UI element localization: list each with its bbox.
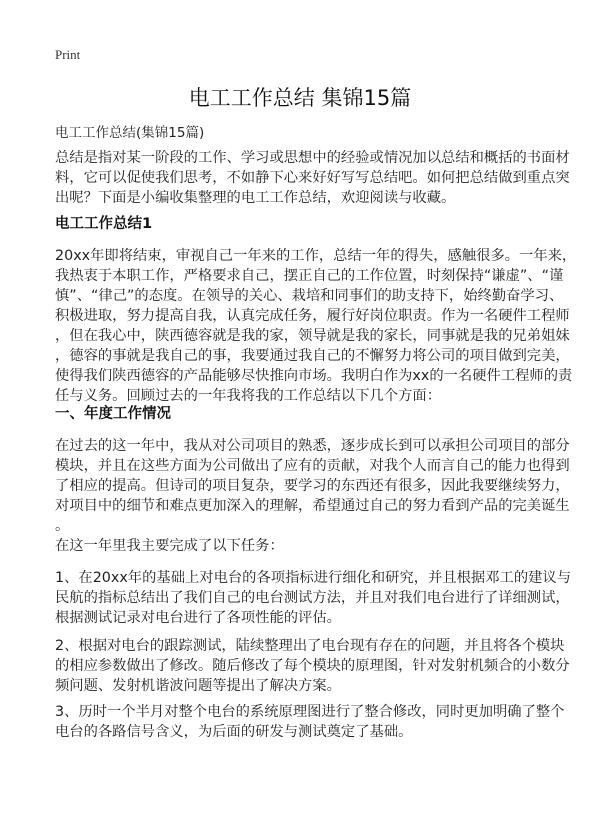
text-line: 我热衷于本职工作，严格要求自己，摆正自己的工作位置，时刻保持“谦虚”、“谨 (55, 268, 564, 284)
text-line: 。 (55, 518, 70, 534)
text-line: 对项目中的细节和难点更加深入的理解，希望通过自己的努力看到产品的完美诞生 (55, 498, 570, 514)
intro-paragraph (55, 148, 570, 208)
text-line: 频问题、发射机谐波问题等提出了解决方案。 (55, 678, 341, 694)
list-item-2 (55, 636, 570, 696)
text-line: 出呢？下面是小编收集整理的电工工作总结，欢迎阅读与收藏。 (55, 190, 456, 206)
subtitle: 电工工作总结(集锦15篇) (55, 125, 205, 141)
section-heading-1: 电工工作总结1 (55, 216, 153, 232)
text-line: 任与义务。回顾过去的一年我将我的工作总结以下几个方面： (55, 388, 442, 404)
text-line: ，德容的事就是我自己的事，我要通过我自己的不懈努力将公司的项目做到完美， (55, 348, 570, 364)
text-line: 根据测试记录对电台进行了各项性能的评估。 (55, 610, 341, 626)
text-line: 民航的指标总结出了我们自己的电台测试方法，并且对我们电台进行了详细测试， (55, 590, 570, 606)
text-line: 1、在20xx年的基础上对电台的各项指标进行细化和研究，并且根据邓工的建议与 (55, 570, 572, 586)
list-item-1 (55, 568, 571, 628)
text-line: 在过去的这一年中，我从对公司项目的熟悉，逐步成长到可以承担公司项目的部分 (55, 438, 570, 454)
section-heading-2: 一、年度工作情况 (55, 406, 171, 422)
text-line: 3、历时一个半月对整个电台的系统原理图进行了整合修改，同时更加明确了整个 (55, 704, 565, 720)
list-item-3 (55, 702, 564, 742)
text-line: 2、根据对电台的跟踪测试，陆续整理出了电台现有存在的问题，并且将各个模块 (55, 638, 565, 654)
text-line: 模块，并且在这些方面为公司做出了应有的贡献，对我个人而言自己的能力也得到 (55, 458, 570, 474)
text-line: ，但在我心中，陕西德容就是我的家，领导就是我的家长，同事就是我的兄弟姐妹 (55, 328, 570, 344)
text-line: 使得我们陕西德容的产品能够尽快推向市场。我明白作为xx的一名硬件工程师的责 (55, 368, 573, 384)
text-line: 总结是指对某一阶段的工作、学习或思想中的经验或情况加以总结和概括的书面材 (55, 150, 570, 166)
paragraph-3: 在这一年里我主要完成了以下任务： (55, 538, 284, 554)
print-link[interactable]: Print (55, 47, 81, 62)
text-line: 的相应参数做出了修改。随后修改了每个模块的原理图，针对发射机频合的小数分 (55, 658, 570, 674)
paragraph-1 (55, 246, 576, 406)
text-line: 电台的各路信号含义，为后面的研发与测试奠定了基础。 (55, 724, 413, 740)
page-title: 电工工作总结 集锦15篇 (188, 86, 412, 110)
text-line: 料，它可以促使我们思考，不如静下心来好好写写总结吧。如何把总结做到重点突 (55, 170, 570, 186)
text-line: 20xx年即将结束，审视自己一年来的工作，总结一年的得失，感触很多。一年来， (55, 248, 577, 264)
text-line: 慎”、“律己”的态度。在领导的关心、栽培和同事们的助支持下，始终勤奋学习、 (55, 288, 564, 304)
text-line: 了相应的提高。但诗司的项目复杂，要学习的东西还有很多，因此我要继续努力， (55, 478, 570, 494)
text-line: 积极进取，努力提高自我，认真完成任务，履行好岗位职责。作为一名硬件工程师 (55, 308, 570, 324)
paragraph-2 (55, 436, 570, 536)
